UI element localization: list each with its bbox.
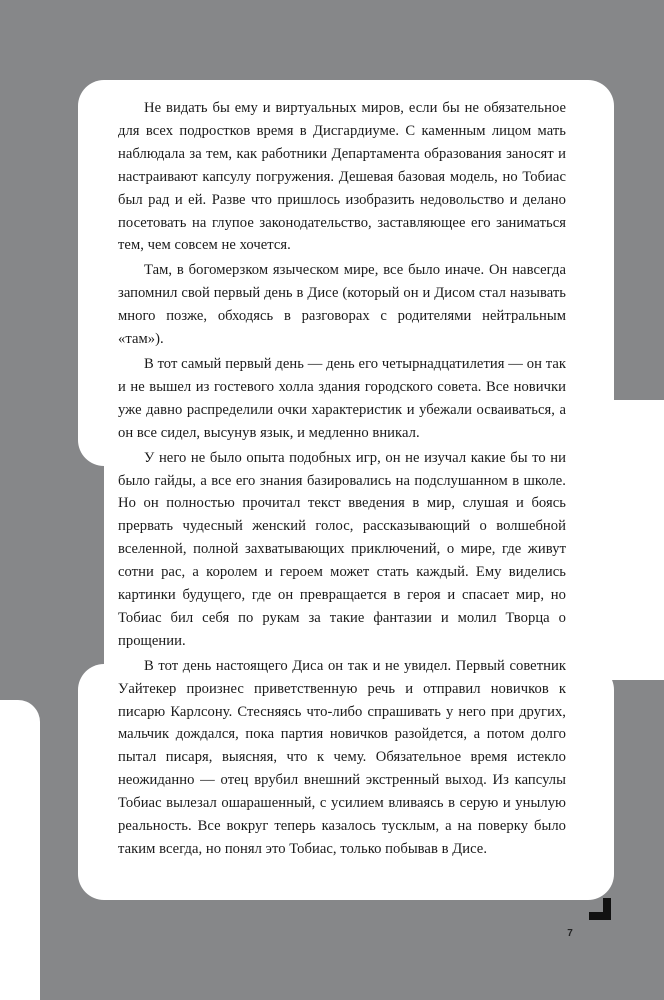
page-number: 7 <box>567 928 573 939</box>
paragraph: В тот самый первый день — день его четырнадцатилетия — он так и не вышел из гостевого холла здания городского совета. Все новички уже давно распределили очки характеристик и убежали осваиваться, а он все сидел, высунув язык, и медленно вникал. <box>118 355 566 441</box>
paragraph: У него не было опыта подобных игр, он не изучал какие бы то ни было гайды, а все его знания базировались на подслушанном в школе. Но он полностью прочитал текст введения в мир, слушая и боясь прервать чудесный женский голос, рассказывающий о волшебной вселенной, полной захватывающих приключений, о мире, где живут сотни рас, а королем и героем может стать каждый. Ему виделись картинки будущего, где он превращается в героя и спасает мир, но Тобиас бил себя по рукам за такие фантазии и молил Творца о прощении. <box>118 449 566 649</box>
paragraph: Не видать бы ему и виртуальных миров, если бы не обязательное для всех подростков время в Дисгардиуме. С каменным лицом мать наблюдала за тем, как работники Департамента образования заносят и настраивают капсулу погружения. Дешевая базовая модель, но Тобиас был рад и ей. Разве что пришлось изобразить недовольство и делано посетовать на глупое законодательство, заставляющее его заниматься тем, чем совсем не хочется. <box>118 100 566 254</box>
body-text <box>118 97 566 863</box>
paragraph: В тот день настоящего Диса он так и не увидел. Первый советник Уайтекер произнес приветственную речь и отправил новичков к писарю Карлсону. Стесняясь что-либо спрашивать у него при других, мальчик дождался, пока партия новичков разойдется, а потом долго пытал писаря, выясняя, что к чему. Обязательное время истекло неожиданно — отец врубил внешний экстренный выход. Из капсулы Тобиас вылезал ошарашенный, с усилием вливаясь в серую и унылую реальность. Все вокруг теперь казалось тусклым, а на поверку было таким всегда, но понял это Тобиас, только побывав в Дисе. <box>118 657 566 857</box>
decorative-left-block <box>0 700 40 1000</box>
paragraph: Там, в богомерзком языческом мире, все было иначе. Он навсегда запомнил свой первый день в Дисе (который он и Дисом стал называть много позже, обходясь в разговорах с родителями нейтральным «там»). <box>118 262 566 348</box>
corner-mark-icon <box>589 898 611 920</box>
